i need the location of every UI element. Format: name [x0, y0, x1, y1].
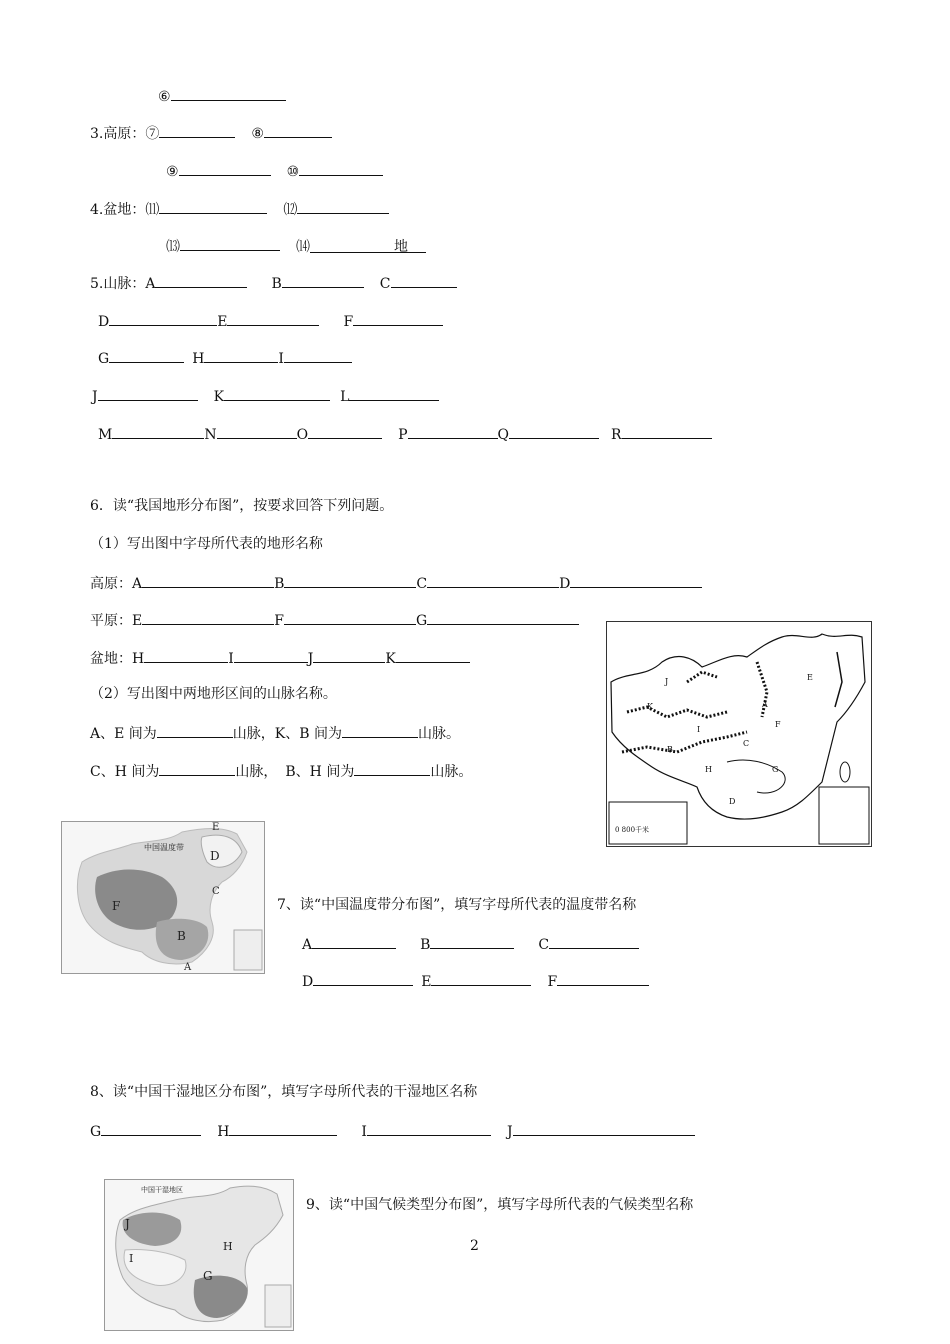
answer-blank[interactable] — [396, 648, 470, 663]
answer-blank[interactable] — [144, 648, 228, 663]
answer-blank[interactable] — [229, 1121, 337, 1136]
map-label: G — [203, 1269, 213, 1283]
answer-blank[interactable] — [313, 648, 385, 663]
q6-mountain-line-2: C、H 间为 山脉， B、H 间为 山脉。 — [90, 761, 472, 781]
answer-blank[interactable] — [431, 971, 531, 986]
map-title: 中国干湿地区 — [141, 1186, 183, 1194]
answer-blank[interactable] — [282, 273, 364, 288]
q6-mountain-line-1: A、E 间为 山脉，K、B 间为 山脉。 — [90, 723, 460, 743]
map-label: B — [177, 929, 186, 943]
answer-blank[interactable] — [179, 161, 271, 176]
answer-blank[interactable] — [427, 610, 579, 625]
map-label: H — [705, 765, 712, 774]
answer-blank[interactable] — [180, 236, 280, 251]
map-label: C — [212, 886, 220, 897]
q6-title: 6．读“我国地形分布图”，按要求回答下列问题。 — [90, 498, 394, 514]
answer-blank[interactable] — [112, 424, 204, 439]
q4-line-1: 4.盆地：⑾ ⑿ — [90, 199, 389, 219]
q6-plateau-line: 高原：A B C D — [90, 573, 702, 593]
terrain-map — [606, 621, 872, 847]
map-title: 中国温度带 — [144, 843, 184, 852]
map-label: E — [212, 822, 220, 833]
map-scale: 0 800千米 — [615, 826, 650, 834]
answer-blank[interactable] — [227, 311, 319, 326]
page-number: 2 — [470, 1238, 479, 1254]
answer-blank[interactable] — [204, 348, 278, 363]
answer-blank[interactable] — [349, 386, 439, 401]
map-label: D — [729, 797, 736, 806]
q9-title: 9、读“中国气候类型分布图”，填写字母所代表的气候类型名称 — [306, 1197, 694, 1213]
answer-blank[interactable] — [367, 1121, 491, 1136]
answer-blank[interactable] — [284, 610, 416, 625]
dry-wet-map — [104, 1179, 294, 1331]
map-label: J — [665, 677, 669, 686]
answer-blank[interactable] — [299, 161, 383, 176]
q7-title: 7、读“中国温度带分布图”，填写字母所代表的温度带名称 — [277, 897, 637, 913]
answer-blank[interactable] — [427, 573, 559, 588]
map-label: B — [667, 745, 673, 754]
map-label: A — [184, 962, 192, 973]
answer-blank[interactable] — [264, 123, 332, 138]
answer-blank[interactable] — [391, 273, 457, 288]
map-label: I — [129, 1252, 134, 1265]
q5-line-5: M N O P Q R — [98, 424, 712, 444]
answer-blank[interactable] — [557, 971, 649, 986]
answer-blank[interactable] — [142, 573, 274, 588]
q3-line-1: 3.高原：⑦ ⑧ — [90, 123, 332, 143]
answer-blank[interactable] — [312, 934, 396, 949]
map-label: H — [223, 1240, 233, 1253]
answer-blank[interactable] — [408, 424, 498, 439]
map-label: I — [697, 725, 701, 734]
answer-blank[interactable] — [513, 1121, 695, 1136]
map-label: F — [112, 899, 121, 913]
q6-basin-line: 盆地：H I J K — [90, 648, 470, 668]
q6-sub1: （1）写出图中字母所代表的地形名称 — [90, 536, 323, 552]
q3-line-2: ⑨ ⑩ — [166, 161, 383, 181]
answer-blank[interactable] — [313, 971, 413, 986]
q5-line-1: 5.山脉：A B C — [90, 273, 457, 293]
answer-blank[interactable] — [353, 311, 443, 326]
answer-blank[interactable] — [171, 86, 286, 101]
q4-line-2: ⒀ ⒁ 地 — [166, 236, 426, 256]
map-label: D — [210, 849, 220, 863]
q5-line-4: J K L — [92, 386, 439, 406]
map-label: G — [772, 765, 779, 774]
answer-blank[interactable] — [109, 348, 184, 363]
q7-line-2: D E F — [302, 971, 649, 991]
answer-blank[interactable] — [109, 311, 217, 326]
answer-blank[interactable] — [224, 386, 330, 401]
answer-blank[interactable] — [342, 723, 418, 738]
q5-line-3: G H I — [98, 348, 352, 368]
q6-sub2: （2）写出图中两地形区间的山脉名称。 — [90, 686, 337, 702]
answer-blank[interactable] — [549, 934, 639, 949]
answer-blank[interactable] — [354, 761, 430, 776]
map-label: F — [775, 720, 781, 729]
q8-line: G H I J — [90, 1121, 695, 1141]
answer-blank[interactable]: 地 — [310, 238, 426, 253]
answer-blank[interactable] — [159, 199, 267, 214]
answer-blank[interactable] — [155, 273, 247, 288]
answer-blank[interactable] — [509, 424, 599, 439]
q7-line-1: A B C — [302, 934, 639, 954]
answer-blank[interactable] — [234, 648, 308, 663]
map-label: A — [762, 700, 768, 709]
map-label: C — [743, 739, 750, 748]
answer-blank[interactable] — [98, 386, 198, 401]
answer-blank[interactable] — [308, 424, 382, 439]
answer-blank[interactable] — [284, 573, 416, 588]
answer-blank[interactable] — [430, 934, 514, 949]
answer-blank[interactable] — [101, 1121, 201, 1136]
answer-blank[interactable] — [142, 610, 274, 625]
map-label: K — [647, 702, 653, 711]
q2-item-6: ⑥ — [158, 86, 286, 106]
answer-blank[interactable] — [217, 424, 297, 439]
q8-title: 8、读“中国干湿地区分布图”，填写字母所代表的干湿地区名称 — [90, 1084, 478, 1100]
map-label: E — [807, 673, 813, 682]
q6-plain-line: 平原：E F G — [90, 610, 579, 630]
answer-blank[interactable] — [284, 348, 352, 363]
answer-blank[interactable] — [570, 573, 702, 588]
q5-line-2: D E F — [98, 311, 443, 331]
answer-blank[interactable] — [159, 761, 235, 776]
answer-blank[interactable] — [297, 199, 389, 214]
map-label: J — [125, 1217, 130, 1231]
answer-blank[interactable] — [159, 123, 235, 138]
answer-blank[interactable] — [622, 424, 712, 439]
temperature-zone-map — [61, 821, 265, 974]
answer-blank[interactable] — [157, 723, 233, 738]
